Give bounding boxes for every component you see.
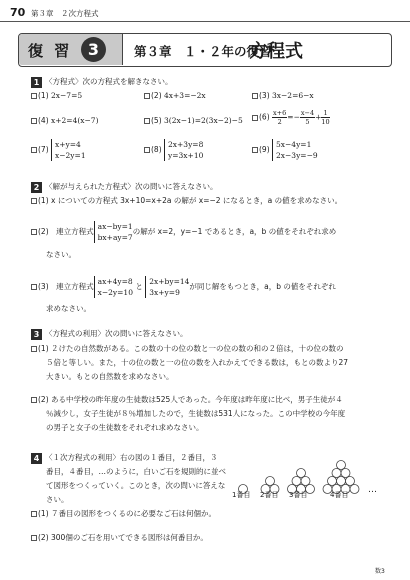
fraction: $\frac{1}{10}$ [321, 109, 330, 126]
problem-1-2: (2) 4x+3=−2x [144, 91, 206, 100]
fraction: $\frac{x-4}{5}$ [300, 109, 315, 126]
checkbox[interactable] [31, 93, 37, 99]
section-4-heading [31, 452, 218, 464]
simultaneous-equations: 5x−4y=1 2x−3y=−9 [272, 139, 318, 161]
problem-1-5: (5) 3(2x−1)=2(3x−2)−5 [144, 116, 243, 125]
problem-4-2: (2) 300個のご石を用いてできる図形は何番目か。 [31, 532, 208, 543]
problem-1-6: (6) $\frac{x+6}{2}$ =− $\frac{x-4}{5}$ + $\frac{1}{10}$ [252, 109, 330, 126]
simultaneous-equations: x+y=4 x−2y=1 [51, 139, 86, 161]
checkbox[interactable] [31, 284, 37, 290]
section-intro: 右の図の１番目，２番目，３ [120, 453, 218, 462]
simultaneous-equations-a: ax+4y=8 x−2y=10 [94, 276, 133, 298]
checkbox[interactable] [144, 93, 150, 99]
section-3-heading [31, 328, 188, 340]
section-number: 3 [31, 329, 42, 340]
problem-1-4: (4) x+2=4(x−7) [31, 116, 99, 125]
equation: 2x−7=5 [51, 91, 83, 100]
equation: 3(2x−1)=2(3x−2)−5 [164, 116, 243, 125]
review-badge-number: 3 [81, 37, 106, 62]
problem-2-3-continued: 求めなさい。 [46, 304, 91, 313]
checkbox[interactable] [31, 118, 37, 124]
problem-1-9: (9) 5x−4y=1 2x−3y=−9 [252, 139, 318, 161]
page-number: 70 [10, 6, 26, 19]
checkbox[interactable] [252, 115, 258, 121]
section-number: 4 [31, 453, 42, 464]
equation: 4x+3=−2x [164, 91, 206, 100]
checkbox[interactable] [252, 93, 258, 99]
problem-2-3: (3) 連立方程式 ax+4y=8 x−2y=10 と 2x+by=14 3x+y=9 が同じ解をもつとき，a，b の値をそれぞれ [31, 276, 336, 298]
checkbox[interactable] [252, 147, 258, 153]
section-4-intro-line-4: さい。 [46, 495, 69, 504]
section-1-heading [31, 76, 173, 88]
checkbox[interactable] [31, 397, 37, 403]
section-number: 1 [31, 77, 42, 88]
problem-1-1: (1) 2x−7=5 [31, 91, 82, 100]
section-title: 〈解が与えられた方程式〉次の問いに答えなさい。 [45, 182, 218, 191]
section-number: 2 [31, 182, 42, 193]
problem-1-7: (7) x+y=4 x−2y=1 [31, 139, 86, 161]
checkbox[interactable] [31, 147, 37, 153]
problem-3-2-line-2: ％減少し，女子生徒が８％増加したので，生徒数は531人になった。この中学校の今年度 [46, 409, 346, 418]
checkbox[interactable] [31, 198, 37, 204]
problem-2-2-continued: なさい。 [46, 250, 76, 259]
section-title: 〈１次方程式の利用〉 [45, 453, 120, 462]
go-stone-figure [228, 452, 388, 506]
problem-3-2: (2) ある中学校の昨年度の生徒数は525人であった。今年度は昨年度に比べ，男子生徒が４ [31, 394, 343, 405]
simultaneous-equations-b: 2x+by=14 3x+y=9 [145, 276, 189, 298]
problem-3-1-line-2: ５倍と等しい。また，十の位の数と一の位の数を入れかえてできる数は，もとの数より27 [46, 358, 349, 367]
figure-label-3: 3番目 [289, 491, 308, 499]
fraction: $\frac{x+6}{2}$ [273, 109, 287, 126]
checkbox[interactable] [31, 229, 37, 235]
figure-label-1: 1番目 [232, 491, 251, 499]
page-title: 方程式 [249, 41, 303, 62]
problem-3-1-line-3: 大きい。もとの自然数を求めなさい。 [46, 372, 174, 381]
problem-2-2: (2) 連立方程式 ax−by=1 bx+ay=7 の解が x=2，y=−1 であるとき，a，b の値をそれぞれ求め [31, 221, 336, 243]
review-badge-word: 復 習 [28, 42, 73, 60]
equation: x+2=4(x−7) [51, 116, 99, 125]
problem-2-1: (1) x についての方程式 3x+10=x+2a の解が x=−2 になるとき，a の値を求めなさい。 [31, 195, 342, 206]
problem-3-2-line-3: の男子と女子の生徒数をそれぞれ求めなさい。 [46, 423, 204, 432]
checkbox[interactable] [31, 511, 37, 517]
equation: 3x−2=6−x [272, 91, 314, 100]
problem-1-8: (8) 2x+3y=8 y=3x+10 [144, 139, 203, 161]
review-badge [19, 34, 123, 65]
figure-label-4: 4番目 [330, 491, 349, 499]
problem-3-1: (1) ２けたの自然数がある。この数の十の位の数と一の位の数の和の２倍は，十の位の数の [31, 343, 344, 354]
simultaneous-equations: ax−by=1 bx+ay=7 [94, 221, 133, 243]
figure-4 [323, 461, 359, 494]
section-4-intro-line-2: 番目，４番目，…のように，白いご石を規則的に並べ [46, 467, 226, 476]
title-banner [18, 33, 392, 67]
problem-1-3: (3) 3x−2=6−x [252, 91, 314, 100]
problem-4-1: (1) ７番目の図形をつくるのに必要なご石は何個か。 [31, 508, 216, 519]
figure-ellipsis: … [368, 485, 377, 495]
simultaneous-equations: 2x+3y=8 y=3x+10 [164, 139, 203, 161]
checkbox[interactable] [31, 535, 37, 541]
checkbox[interactable] [31, 346, 37, 352]
footer-label: 数3 [375, 568, 385, 575]
running-chapter-title: 第３章 ２次方程式 [31, 9, 99, 18]
header-rule [0, 21, 410, 22]
title-chapter: 第３章 １・２年の復習 [134, 44, 272, 59]
figure-label-2: 2番目 [260, 491, 279, 499]
section-2-heading [31, 181, 218, 193]
section-title: 〈方程式〉次の方程式を解きなさい。 [45, 77, 173, 86]
section-title: 〈方程式の利用〉次の問いに答えなさい。 [45, 329, 188, 338]
checkbox[interactable] [144, 118, 150, 124]
checkbox[interactable] [144, 147, 150, 153]
section-4-intro-line-3: て図形をつくっていく。このとき，次の問いに答えな [46, 481, 226, 490]
